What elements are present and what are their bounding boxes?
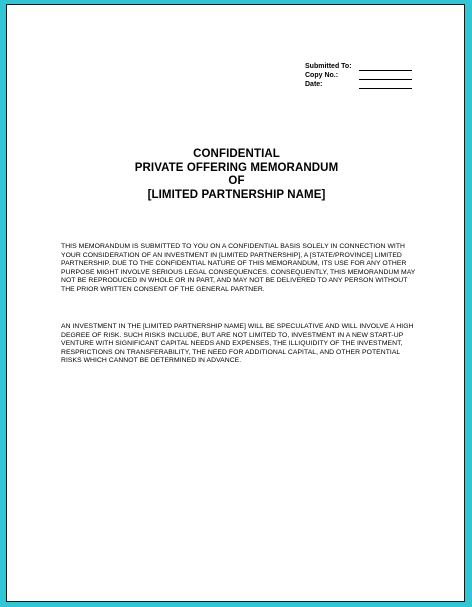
confidentiality-paragraph: THIS MEMORANDUM IS SUBMITTED TO YOU ON A CONFIDENTIAL BASIS SOLELY IN CONNECTION WITH YOUR CONSIDERATION OF AN INVESTMENT IN [LIMITED PARTNERSHIP], A [STATE/PROVINCE] LIMITED PARTNERSHIP. DUE TO THE CONFIDENTIAL NATURE OF THIS MEMORANDUM, ITS USE FOR ANY OTHER PURPOSE MIGHT INVOLVE SERIOUS LEGAL CONSEQUENCES. CONSEQUENTLY, THIS MEMORANDUM MAY NOT BE REPRODUCED IN WHOLE OR IN PART, AND MAY NOT BE DELIVERED TO ANY PERSON WITHOUT THE PRIOR WRITTEN CONSENT OF THE GENERAL PARTNER. [61, 243, 416, 293]
submitted-to-blank [359, 63, 412, 71]
title-line-partnership-name: [LIMITED PARTNERSHIP NAME] [147, 188, 326, 201]
copy-no-label: Copy No.: [305, 72, 339, 79]
date-row [305, 80, 412, 89]
document-page [6, 4, 465, 602]
document-title [7, 148, 466, 202]
date-blank [359, 81, 412, 89]
title-line-of: OF [228, 175, 245, 187]
submitted-to-row [305, 62, 412, 71]
submission-block [305, 62, 412, 89]
title-line-confidential: CONFIDENTIAL [193, 148, 280, 160]
date-label: Date: [305, 81, 323, 88]
risk-paragraph: AN INVESTMENT IN THE [LIMITED PARTNERSHIP NAME] WILL BE SPECULATIVE AND WILL INVOLVE A HIGH DEGREE OF RISK. SUCH RISKS INCLUDE, BUT ARE NOT LIMITED TO, INVESTMENT IN A NEW START-UP VENTURE WITH SIGNIFICANT CAPITAL NEEDS AND EXPENSES, THE ILLIQUIDITY OF THE INVESTMENT, RESPRICTIONS ON TRANSFERABILITY, THE NEED FOR ADDITIONAL CAPITAL, AND OTHER POTENTIAL RISKS WHICH CANNOT BE DETERMINED IN ADVANCE. [61, 323, 414, 364]
title-line-memorandum: PRIVATE OFFERING MEMORANDUM [134, 161, 339, 174]
copy-no-blank [359, 72, 412, 80]
copy-no-row [305, 71, 412, 80]
submitted-to-label: Submitted To: [305, 63, 352, 70]
